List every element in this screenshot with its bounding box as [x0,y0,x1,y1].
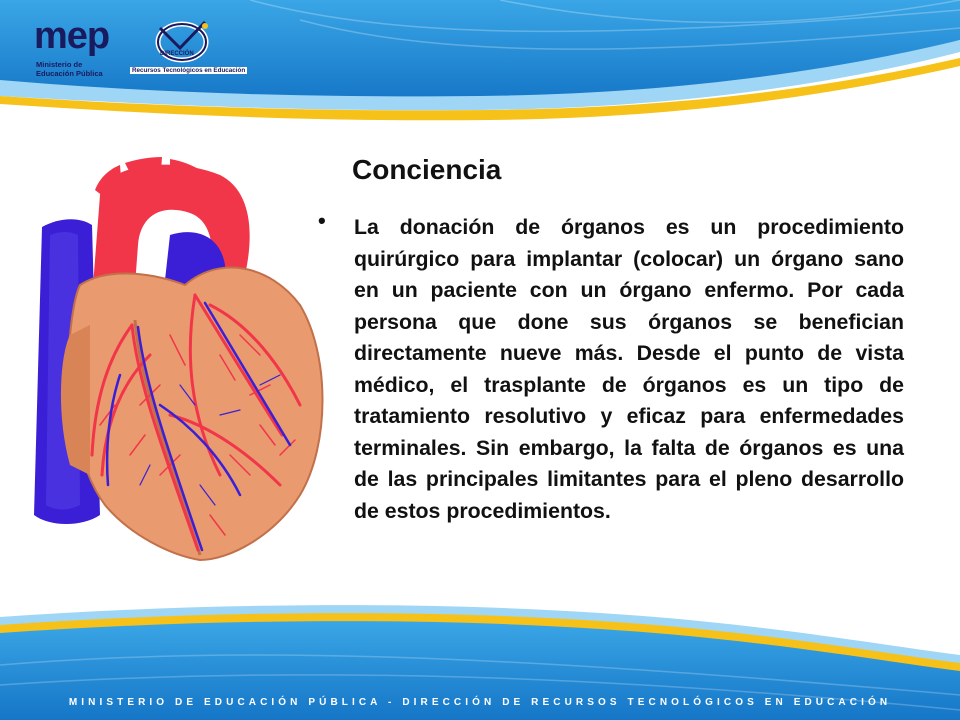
mep-logo [34,16,124,82]
mep-logo-line1: Ministerio de [36,60,83,69]
mep-logo-line2: Educación Pública [36,69,103,78]
drte-logo [130,18,246,78]
drte-logo-top-text: DIRECCIÓN [160,51,194,57]
drte-logo-bottom-text: Recursos Tecnológicos en Educación [132,67,246,74]
bullet-paragraph: La donación de órganos es un procedimiento quirúrgico para implantar (colocar) un órgano sano en un paciente con un órgano enfermo. Por cada persona que done sus órganos se benefician directamente nueve más. Desde el punto de vista médico, el trasplante de órganos es un tipo de tratamiento resolutivo y eficaz para enfermedades terminales. Sin embargo, la falta de órganos es una de las principales limitantes para el pleno desarrollo de estos procedimientos. [354,215,904,523]
mep-wordmark: mep [34,15,110,57]
drte-emblem-icon [130,18,226,68]
footer-text: MINISTERIO DE EDUCACIÓN PÚBLICA - DIRECCIÓN DE RECURSOS TECNOLÓGICOS EN EDUCACIÓN [68,697,892,708]
heart-illustration [20,155,330,565]
bullet-marker: • [318,208,326,233]
slide-title: Conciencia [352,154,502,185]
